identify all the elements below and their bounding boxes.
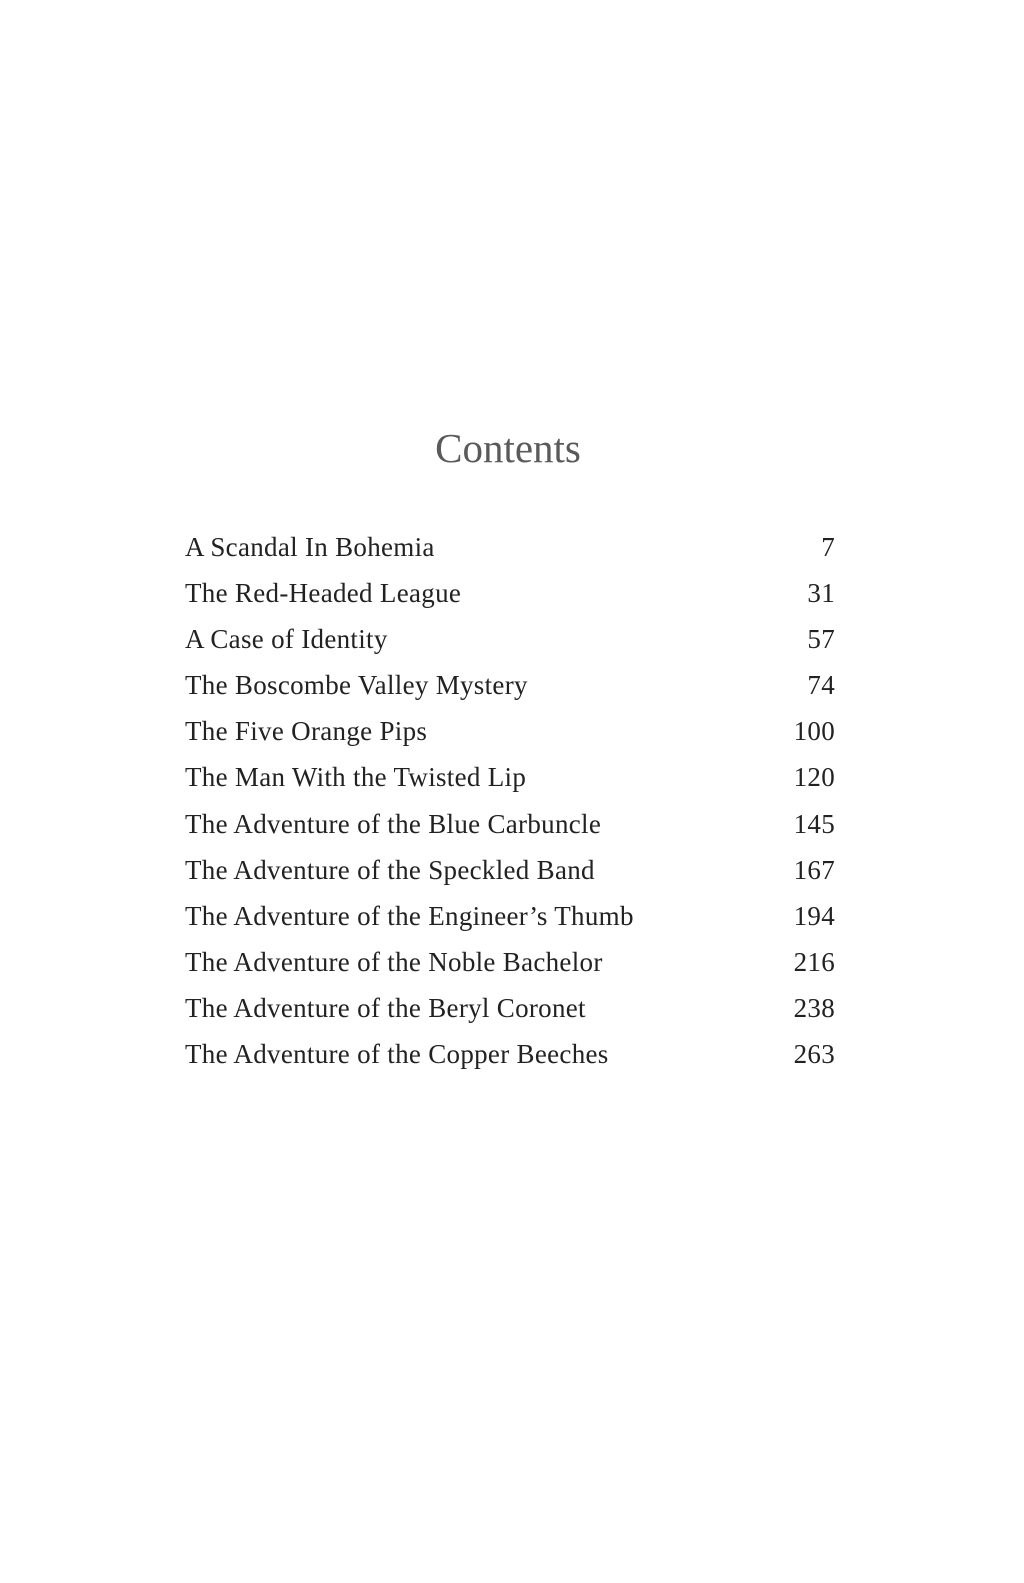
toc-entry-page: 7 (821, 532, 835, 562)
toc-entry-page: 167 (793, 854, 835, 885)
toc-entry-title: The Red-Headed League (185, 578, 462, 609)
toc-entry (185, 619, 835, 665)
toc-entry (185, 665, 835, 711)
toc-entry-title: A Scandal In Bohemia (185, 532, 435, 562)
page-title: Contents (435, 425, 581, 471)
toc-entry-title: The Adventure of the Blue Carbuncle (185, 808, 602, 839)
toc-entry (185, 1034, 835, 1080)
toc-entry-page: 145 (793, 808, 835, 839)
toc-entry-page: 263 (793, 1039, 835, 1070)
toc-entry-title: The Boscombe Valley Mystery (185, 670, 528, 701)
table-of-contents (185, 527, 835, 1080)
toc-entry (185, 942, 835, 988)
toc-entry-title: A Case of Identity (185, 624, 388, 655)
toc-entry-title: The Adventure of the Noble Bachelor (185, 946, 603, 977)
toc-entry (185, 757, 835, 803)
toc-entry (185, 527, 835, 573)
toc-entry-page: 74 (807, 670, 835, 701)
toc-entry-title: The Adventure of the Beryl Coronet (185, 992, 586, 1023)
toc-entry-page: 31 (807, 578, 835, 609)
toc-entry (185, 573, 835, 619)
toc-entry-title: The Adventure of the Speckled Band (185, 854, 595, 885)
toc-entry (185, 804, 835, 850)
toc-entry (185, 896, 835, 942)
toc-entry-title: The Man With the Twisted Lip (185, 762, 527, 793)
toc-entry-page: 194 (793, 900, 835, 931)
toc-entry-page: 238 (793, 992, 835, 1023)
toc-entry-page: 100 (793, 716, 835, 747)
toc-entry-title: The Five Orange Pips (185, 716, 428, 747)
toc-entry (185, 850, 835, 896)
toc-entry-title: The Adventure of the Copper Beeches (185, 1039, 609, 1070)
toc-entry (185, 711, 835, 757)
toc-entry-page: 120 (793, 762, 835, 793)
toc-entry-page: 57 (807, 624, 835, 655)
toc-entry (185, 988, 835, 1034)
toc-entry-title: The Adventure of the Engineer’s Thumb (185, 900, 634, 931)
toc-entry-page: 216 (793, 946, 835, 977)
